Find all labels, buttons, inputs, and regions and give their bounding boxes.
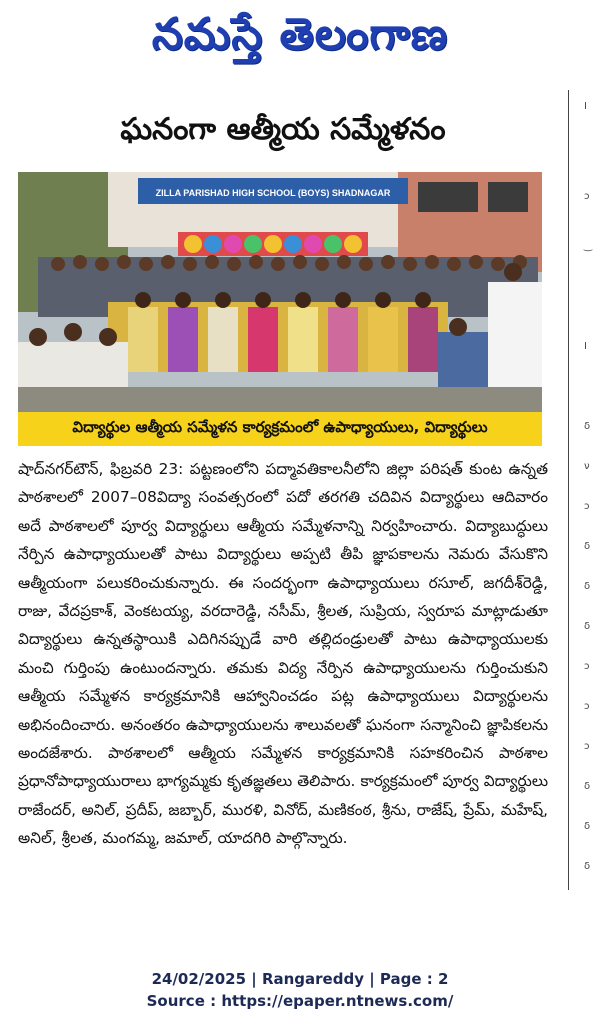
photo-caption: విద్యార్థుల ఆత్మీయ సమ్మేళన కార్యక్రమంలో ఉపాధ్యాయులు, విద్యార్థులు	[18, 412, 542, 446]
newspaper-title: నమస్తే తెలంగాణ	[151, 9, 449, 60]
page-footer	[0, 968, 600, 1012]
school-banner-text: ZILLA PARISHAD HIGH SCHOOL (BOYS) SHADNAGAR	[155, 188, 391, 198]
edition-info: 24/02/2025 | Rangareddy | Page : 2	[151, 970, 449, 988]
group-photo-illustration	[18, 172, 542, 412]
masthead	[0, 0, 600, 80]
group-photo	[18, 172, 542, 412]
article-headline: ఘనంగా ఆత్మీయ సమ్మేళనం	[120, 112, 446, 147]
adjacent-column-fragment: I ɔ ‿ I δ ν ɔ δ δ δ ɔ ɔ ɔ δ δ δ	[584, 101, 593, 872]
source-info: Source : https://epaper.ntnews.com/	[146, 992, 454, 1010]
article-body: షాద్‌నగర్‌టౌన్, ఫిబ్రవరి 23: పట్టణంలోని పద్మావతికాలనీలోని జిల్లా పరిషత్ కుంట ఉన్నత పాఠశాలలో 2007–08విద్యా సంవత్సరంలో పదో తరగతి చదివిన విద్యార్థులు ఆదివారం అదే పాఠశాలలో పూర్వ విద్యార్థులు ఆత్మీయ సమ్మేళనాన్ని నిర్వహించారు. విద్యాబుద్ధులు నేర్పిన ఉపాధ్యాయులతో పాటు విద్యార్థులు అప్పటి తీపి జ్ఞాపకాలను నెమరు వేసుకొని ఆత్మీయంగా పలుకరించుకున్నారు. ఈ సందర్భంగా ఉపాధ్యాయులు రసూల్, జగదీశ్‌రెడ్డి, రాజు, వేదప్రకాశ్, వెంకటయ్య, వరదారెడ్డి, నసీమ్, శ్రీలత, సుప్రియ, స్వరూప మాట్లాడుతూ విద్యార్థులు ఉన్నతస్థాయికి ఎదిగినప్పుడే వారి తల్లిదండ్రులతో పాటు ఉపాధ్యాయులకు మంచి గుర్తింపు ఉంటుందన్నారు. తమకు విద్య నేర్పిన ఉపాధ్యాయులను గుర్తించుకుని ఆత్మీయ సమ్మేళన కార్యక్రమానికి ఆహ్వానించడం పట్ల ఉపాధ్యాయులు విద్యార్థులను అభినందించారు. అనంతరం ఉపాధ్యాయులను శాలువలతో ఘనంగా సన్మానించి జ్ఞాపికలను అందజేశారు. పాఠశాలలో ఆత్మీయ సమ్మేళన కార్యక్రమానికి సహకరించిన పాఠశాల ప్రధానోపాధ్యాయురాలు భాగ్యమ్మకు కృతజ్ఞతలు తెలిపారు. కార్యక్రమంలో పూర్వ విద్యార్థులు రాజేందర్, అనిల్, ప్రదీప్, జబ్బార్, మురళి, వినోద్, మణికంఠ, శ్రీను, రాజేష్, ప్రేమ్, మహేష్, అనిల్, శ్రీలత, మంగమ్మ, జమాల్, యాదగిరి పాల్గొన్నారు.	[18, 460, 548, 848]
column-divider	[568, 90, 569, 890]
